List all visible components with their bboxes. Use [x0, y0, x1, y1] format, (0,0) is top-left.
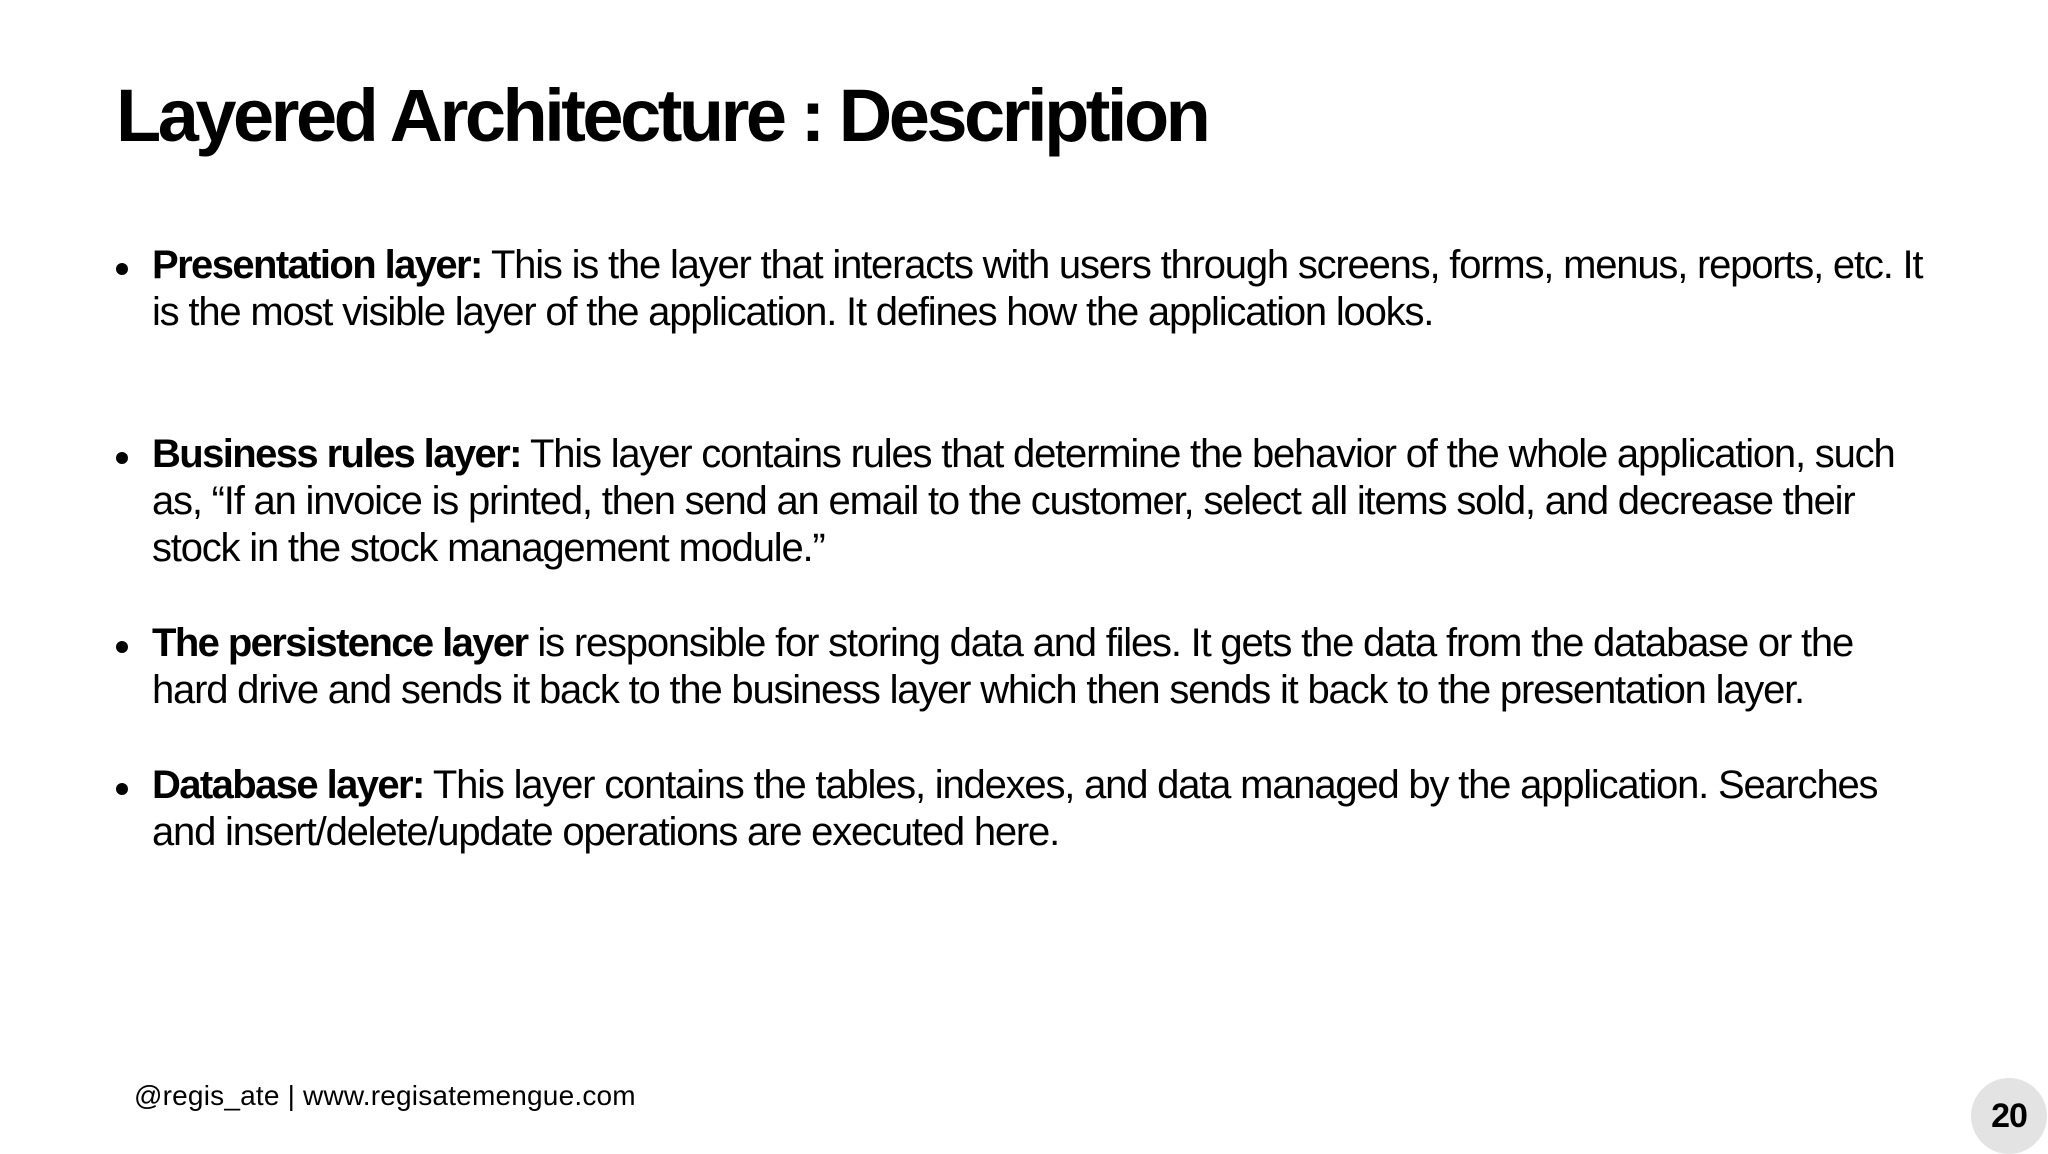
bullet-term: Presentation layer: [152, 243, 482, 287]
bullet-term: Database layer: [152, 763, 424, 807]
bullet-text: is responsible for storing data and files. It gets the data from the database or the hard drive and sends it back to the business layer which then sends it back to the presentation layer. [152, 621, 1854, 712]
bullet-text: This layer contains the tables, indexes, and data managed by the application. Searches and insert/delete/update operations are executed here. [152, 763, 1878, 854]
bullet-text: This layer contains rules that determine the behavior of the whole application, such as, “If an invoice is printed, then send an email to the customer, select all items sold, and decrease their stock in the stock management module.” [152, 432, 1895, 570]
bullet-list [116, 242, 1923, 856]
bullet-item-business-rules-layer [116, 431, 1932, 572]
bullet-item-presentation-layer [116, 242, 1932, 336]
bullet-item-persistence-layer [116, 620, 1932, 714]
slide-title: Layered Architecture : Description [116, 74, 1208, 157]
footer-credit: @regis_ate | www.regisatemengue.com [134, 1080, 636, 1111]
page-number-badge: 20 [1971, 1078, 2047, 1154]
bullet-term: The persistence layer [152, 621, 528, 665]
bullet-term: Business rules layer: [152, 432, 521, 476]
bullet-text: This is the layer that interacts with users through screens, forms, menus, reports, etc. It is the most visible layer of the application. It defines how the application looks. [152, 243, 1923, 334]
bullet-item-database-layer [116, 762, 1932, 856]
